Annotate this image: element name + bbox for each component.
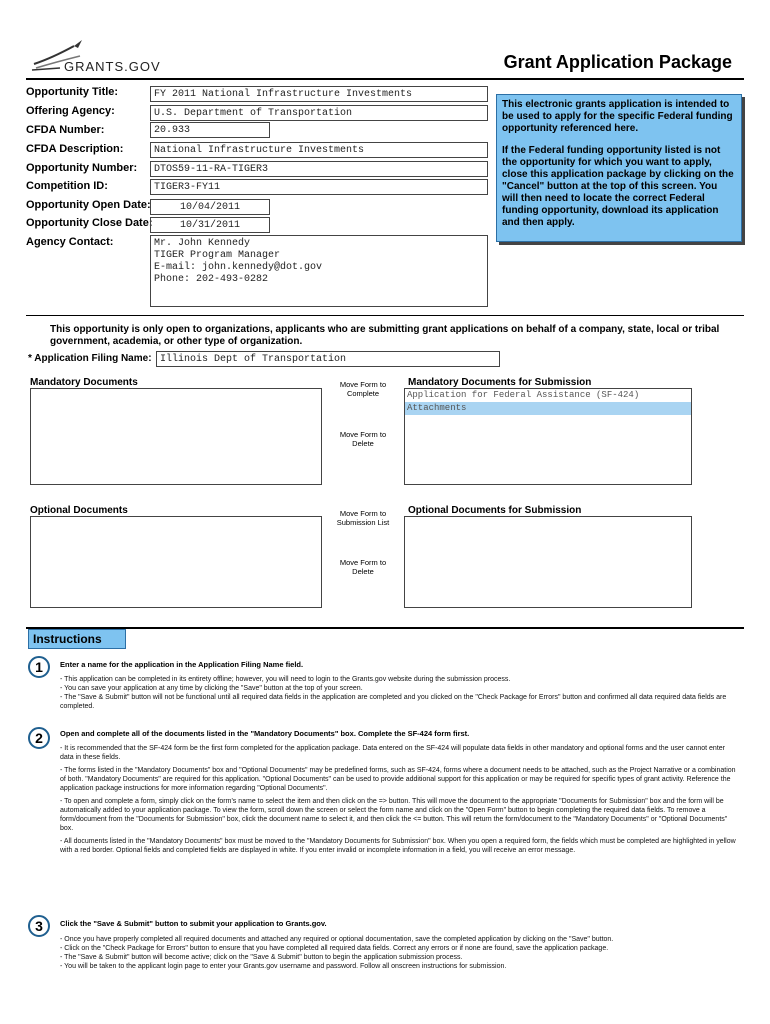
mandatory-documents-heading: Mandatory Documents xyxy=(30,377,138,388)
cfda-description-label: CFDA Description: xyxy=(26,143,124,155)
contact-line: Phone: 202-493-0282 xyxy=(154,274,269,285)
step-2-para: - All documents listed in the "Mandatory Documents" box must be moved to the "Mandatory Documents for Submission" box. When you open a required form, the fields which must be completed are highlighted in yellow with a red border. Optional fields and completed fields are displayed in white. If you enter invalid or incomplete information in a field, you will receive an error message. xyxy=(60,838,736,854)
agency-contact-label: Agency Contact: xyxy=(26,236,114,248)
mandatory-submission-heading: Mandatory Documents for Submission xyxy=(408,377,592,388)
opportunity-title-field: FY 2011 National Infrastructure Investments xyxy=(150,86,488,102)
open-date-label: Opportunity Open Date: xyxy=(26,199,151,211)
callout-para-1: This electronic grants application is intended to be used to apply for the specific Federal funding opportunity referenced here. xyxy=(502,99,733,134)
cfda-number-field: 20.933 xyxy=(150,122,270,138)
step-3-line: - You will be taken to the applicant login page to enter your Grants.gov username and password. Follow all onscreen instructions for submission. xyxy=(60,963,507,970)
offering-agency-field: U.S. Department of Transportation xyxy=(150,105,488,121)
move-to-delete-button[interactable]: Move Form to Delete xyxy=(339,430,387,448)
instructions-tab: Instructions xyxy=(28,629,126,649)
competition-id-field: TIGER3-FY11 xyxy=(150,179,488,195)
step-2-title: Open and complete all of the documents listed in the "Mandatory Documents" box. Complete the SF-424 form first. xyxy=(60,729,470,738)
move-to-complete-button[interactable]: Move Form to Complete xyxy=(339,380,387,398)
mandatory-documents-list[interactable] xyxy=(30,388,322,485)
step-2-text xyxy=(60,744,740,859)
instructions-divider xyxy=(26,627,744,629)
step-1-text xyxy=(60,675,740,711)
move-to-submission-button[interactable]: Move Form to Submission List xyxy=(336,509,390,527)
optional-documents-list[interactable] xyxy=(30,516,322,608)
optional-documents-heading: Optional Documents xyxy=(30,505,128,516)
close-date-field: 10/31/2011 xyxy=(150,217,270,233)
agency-contact-field xyxy=(150,235,488,307)
opportunity-number-label: Opportunity Number: xyxy=(26,162,138,174)
step-1-badge: 1 xyxy=(28,656,50,678)
step-2-para: - To open and complete a form, simply click on the form's name to select the item and then click on the => button. This will move the document to the appropriate "Documents for Submission" box and the form will be automatically added to your application package. To view the form, scroll down the screen or select the form name and click on the "Open Form" button to begin completing the required data fields. To remove a form/document from the "Documents for Submission" box, click the document name to select it, and then click the <= button. This will return the form/document to the "Mandatory Documents" or "Optional Documents" box. xyxy=(60,798,728,832)
step-3-line: - Once you have properly completed all required documents and attached any required or optional documentation, save the completed application by clicking on the "Save" button. xyxy=(60,936,614,943)
step-1-title: Enter a name for the application in the Application Filing Name field. xyxy=(60,660,304,669)
contact-line: E-mail: john.kennedy@dot.gov xyxy=(154,262,323,273)
optional-submission-list[interactable] xyxy=(404,516,692,608)
offering-agency-label: Offering Agency: xyxy=(26,105,115,117)
list-item[interactable]: Application for Federal Assistance (SF-424) xyxy=(407,390,640,400)
close-date-label: Opportunity Close Date: xyxy=(26,217,153,229)
step-3-badge: 3 xyxy=(28,915,50,937)
step-3-line: - The "Save & Submit" button will become active; click on the "Save & Submit" button to begin the application submission process. xyxy=(60,954,463,961)
filing-name-label: * Application Filing Name: xyxy=(28,353,152,364)
step-1-line: - You can save your application at any time by clicking the "Save" button at the top of your screen. xyxy=(60,685,363,692)
page-title: Grant Application Package xyxy=(503,52,732,72)
opportunity-title-label: Opportunity Title: xyxy=(26,86,119,98)
grants-gov-logo xyxy=(30,38,200,78)
cfda-description-field: National Infrastructure Investments xyxy=(150,142,488,158)
step-2-para: - The forms listed in the "Mandatory Documents" box and "Optional Documents" may be predefined forms, such as SF-424, forms where a document needs to be attached, such as the Project Narrative or a combination of both. "Mandatory Documents" are required for this application. "Optional Documents" can be used to provide additional support for this application or may be required for specific types of grant activity. Reference the application package instructions for more information regarding "Optional Documents". xyxy=(60,767,736,792)
step-3-title: Click the "Save & Submit" button to submit your application to Grants.gov. xyxy=(60,919,327,928)
step-2-para: - It is recommended that the SF-424 form be the first form completed for the application package. Data entered on the SF-424 will populate data fields in other mandatory and optional forms and the user cannot enter data in these fields. xyxy=(60,745,725,761)
step-2-badge: 2 xyxy=(28,727,50,749)
optional-submission-heading: Optional Documents for Submission xyxy=(408,505,582,516)
logo-text: GRANTS.GOV xyxy=(64,59,161,74)
section-divider xyxy=(26,315,744,316)
step-3-text xyxy=(60,935,740,971)
filing-name-input[interactable]: Illinois Dept of Transportation xyxy=(156,351,500,367)
competition-id-label: Competition ID: xyxy=(26,180,108,192)
mandatory-submission-list[interactable] xyxy=(404,388,692,485)
info-callout xyxy=(496,94,742,242)
contact-line: TIGER Program Manager xyxy=(154,250,281,261)
callout-para-2: If the Federal funding opportunity listed is not the opportunity for which you want to apply, close this application package by clicking on the "Cancel" button at the top of this screen. You will then need to locate the correct Federal funding opportunity, download its application and then apply. xyxy=(502,145,734,228)
header-divider xyxy=(26,78,744,80)
list-item-selected[interactable]: Attachments xyxy=(405,402,691,415)
cfda-number-label: CFDA Number: xyxy=(26,124,105,136)
open-date-field: 10/04/2011 xyxy=(150,199,270,215)
contact-line: Mr. John Kennedy xyxy=(154,238,251,249)
step-1-line: - This application can be completed in its entirety offline; however, you will need to login to the Grants.gov website during the submission process. xyxy=(60,676,511,683)
move-to-delete-optional-button[interactable]: Move Form to Delete xyxy=(339,558,387,576)
step-3-line: - Click on the "Check Package for Errors" button to ensure that you have completed all required data fields. Correct any errors or if none are found, save the application package. xyxy=(60,945,609,952)
opportunity-number-field: DTOS59-11-RA-TIGER3 xyxy=(150,161,488,177)
eligibility-notice: This opportunity is only open to organizations, applicants who are submitting grant applications on behalf of a company, state, local or tribal government, academia, or other type of organization. xyxy=(50,324,720,347)
step-1-line: - The "Save & Submit" button will not be functional until all required data fields in the application are completed and you clicked on the "Check Package for Errors" button and confirmed all data required data fields are completed. xyxy=(60,694,727,710)
